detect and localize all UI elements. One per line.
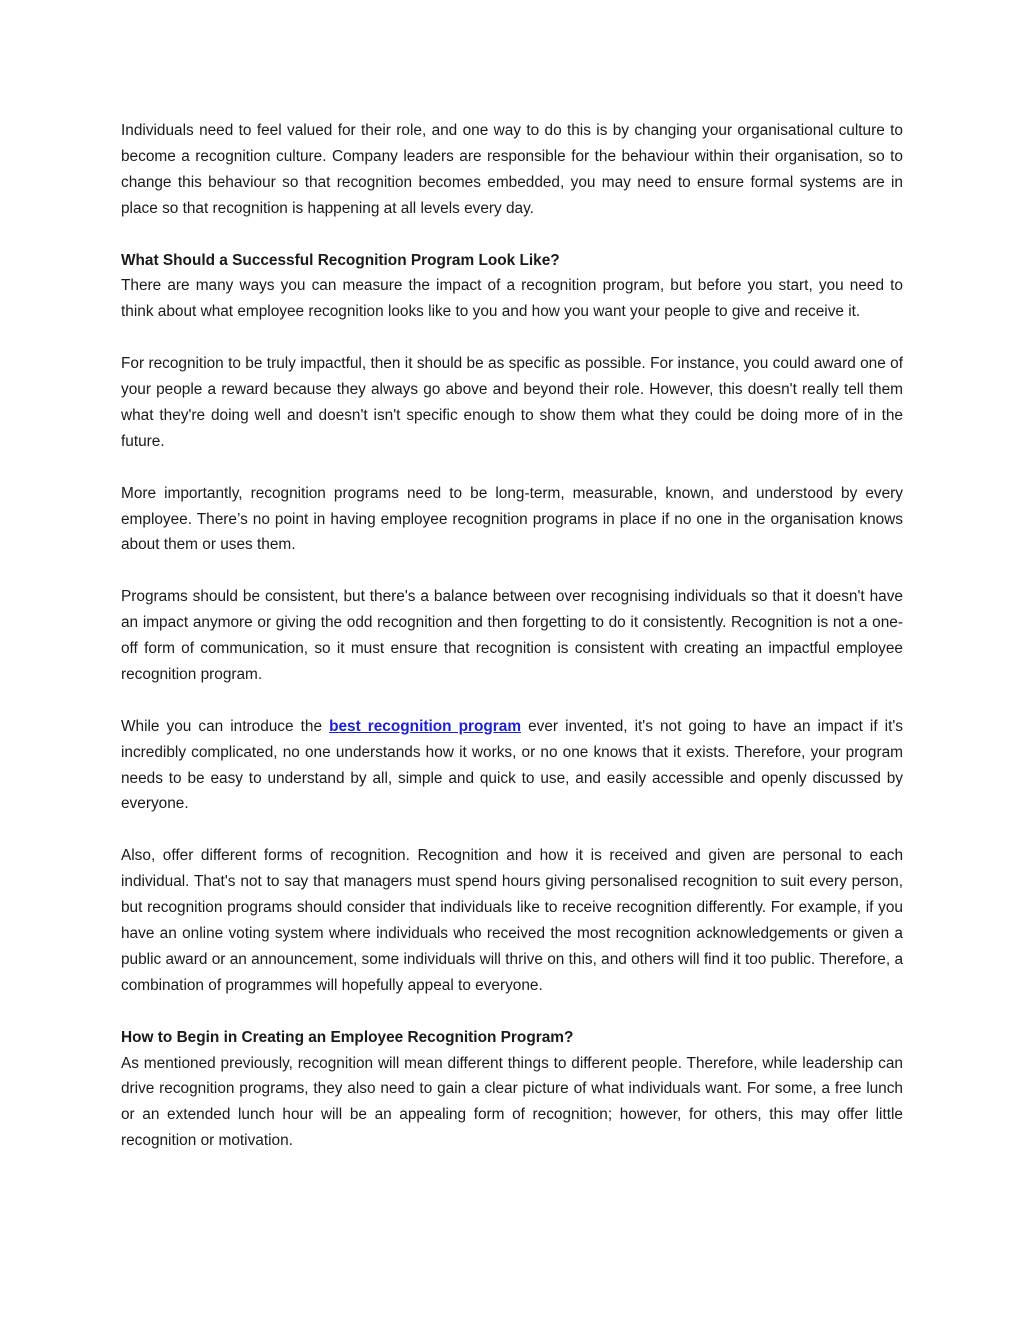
section-heading-successful-program: What Should a Successful Recognition Program Look Like? [121,251,560,269]
section-heading-how-to-begin: How to Begin in Creating an Employee Recognition Program? [121,1028,574,1046]
paragraph-best-program [121,714,903,818]
paragraph-consistency: Programs should be consistent, but there's a balance between over recognising individuals so that it doesn't have an impact anymore or giving the odd recognition and then forgetting to do it consistently. Recognition is not a one-off form of communication, so it must ensure that recognition is consistent with creating an impactful employee recognition program. [121,588,903,683]
paragraph-best-program-after: ever invented, it's not going to have an impact if it's incredibly complicated, no one understands how it works, or no one knows that it exists. Therefore, your program needs to be easy to understand by all, simple and quick to use, and easily accessible and openly discussed by everyone. [121,717,904,813]
paragraph-long-term: More importantly, recognition programs need to be long-term, measurable, known, and understood by every employee. There’s no point in having employee recognition programs in place if no one in the organisation knows about them or uses them. [121,484,903,554]
paragraph-different-things: As mentioned previously, recognition will mean different things to different people. Therefore, while leadership can drive recognition programs, they also need to gain a clear picture of what individuals want. For some, a free lunch or an extended lunch hour will be an appealing form of recognition; however, for others, this may offer little recognition or motivation. [121,1054,903,1150]
best-recognition-program-link[interactable]: best recognition program [329,717,522,735]
document-page [121,118,903,1154]
paragraph-measure-impact: There are many ways you can measure the impact of a recognition program, but before you start, you need to think about what employee recognition looks like to you and how you want your people to give and receive it. [121,277,903,321]
intro-paragraph: Individuals need to feel valued for their role, and one way to do this is by changing your organisational culture to become a recognition culture. Company leaders are responsible for the behaviour within their organisation, so to change this behaviour so that recognition becomes embedded, you may need to ensure formal systems are in place so that recognition is happening at all levels every day. [121,122,903,217]
paragraph-best-program-before: While you can introduce the [121,717,330,735]
paragraph-specific-recognition: For recognition to be truly impactful, then it should be as specific as possible. For instance, you could award one of your people a reward because they always go above and beyond their role. However, this doesn't really tell them what they're doing well and doesn't isn't specific enough to show them what they could be doing more of in the future. [121,355,903,450]
paragraph-different-forms: Also, offer different forms of recognition. Recognition and how it is received and given are personal to each individual. That's not to say that managers must spend hours giving personalised recognition to suit every person, but recognition programs should consider that individuals like to receive recognition differently. For example, if you have an online voting system where individuals who received the most recognition acknowledgements or given a public award or an announcement, some individuals will thrive on this, and others will find it too public. Therefore, a combination of programmes will hopefully appeal to everyone. [121,847,903,994]
